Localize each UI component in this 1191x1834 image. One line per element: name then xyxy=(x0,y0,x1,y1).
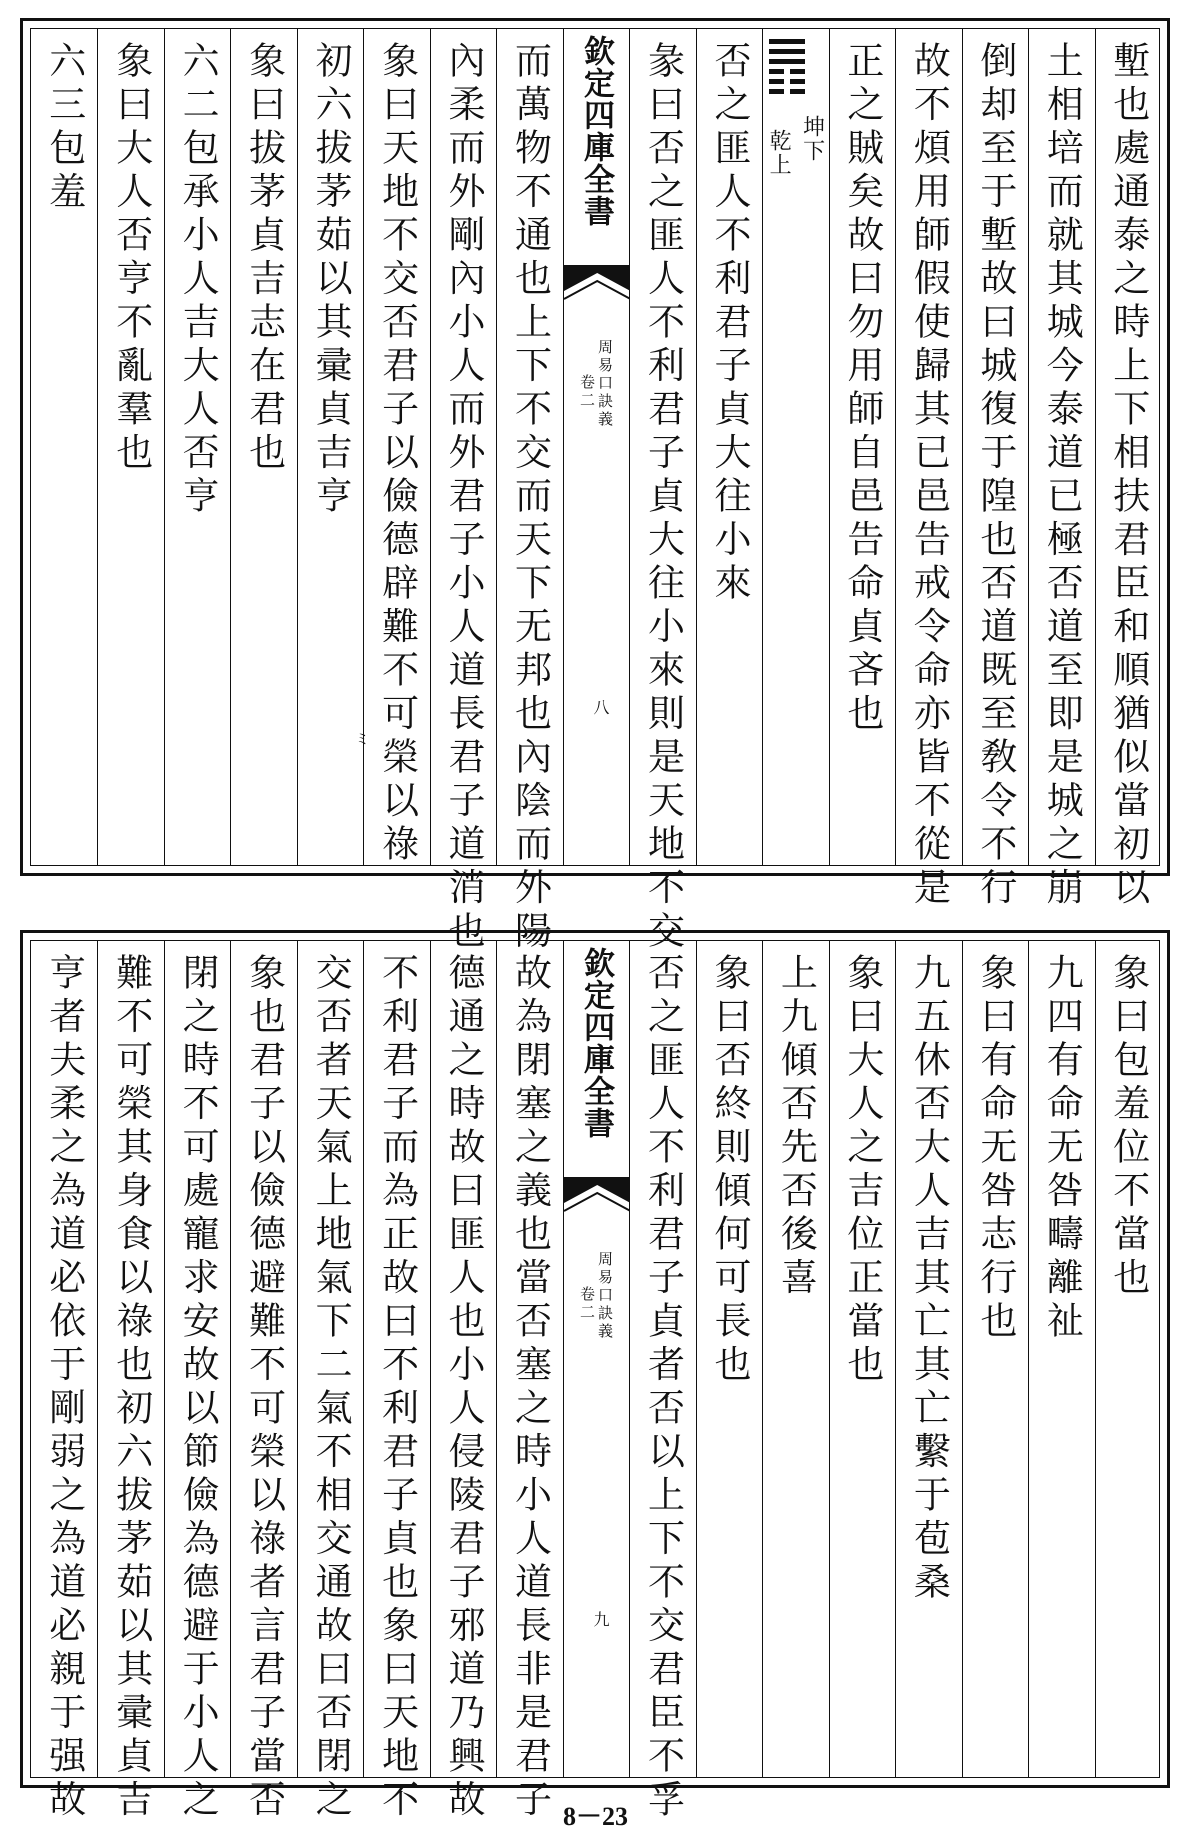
banner-column xyxy=(563,941,629,1777)
text-column xyxy=(895,29,961,911)
column-text: 塹也處通泰之時上下相扶君臣和順猶似當初以 xyxy=(1106,41,1150,911)
text-column xyxy=(430,941,496,1823)
column-text: 而萬物不通也上下不交而天下无邦也內陰而外陽 xyxy=(508,41,552,955)
banner-subtitle: 周易口訣義 xyxy=(595,1251,614,1341)
column-text: 內柔而外剛內小人而外君子小人道長君子道消也 xyxy=(442,41,486,955)
banner-volume: 卷二 xyxy=(577,374,596,410)
column-text: 象曰拔茅貞吉志在君也 xyxy=(242,41,286,476)
column-text: 否之匪人不利君子貞大往小來 xyxy=(707,41,751,607)
column-text: 初六拔茅茹以其彚貞吉亨 xyxy=(309,41,353,520)
banner-title: 欽定四庫全書 xyxy=(577,947,614,1139)
column-text: 六三包羞 xyxy=(42,41,86,215)
text-column xyxy=(230,29,296,865)
stray-mark: ミ xyxy=(355,732,370,748)
text-column xyxy=(31,941,97,1823)
column-text: 閉之時不可處寵求安故以節儉為德避于小人之 xyxy=(176,953,220,1823)
column-text: 九五休否大人吉其亡其亡繫于苞桑 xyxy=(907,953,951,1606)
text-column xyxy=(696,941,762,1777)
fishtail-ornament xyxy=(564,265,630,325)
text-column xyxy=(164,29,230,865)
column-text: 象曰大人否亨不亂羣也 xyxy=(109,41,153,476)
banner-title: 欽定四庫全書 xyxy=(577,35,614,227)
column-text: 難不可榮其身食以祿也初六拔茅茹以其彚貞吉 xyxy=(109,953,153,1823)
text-column xyxy=(762,941,828,1777)
hexagram-upper-label: 乾上 xyxy=(766,129,792,177)
column-text: 彖曰否之匪人不利君子貞大往小來則是天地不交 xyxy=(641,41,685,955)
banner-column xyxy=(563,29,629,865)
inner-frame xyxy=(30,28,1160,955)
text-column xyxy=(97,29,163,865)
column-text: 亨者夫柔之為道必依于剛弱之為道必親于强故 xyxy=(42,953,86,1823)
column-text: 象曰包羞位不當也 xyxy=(1106,953,1150,1301)
text-column xyxy=(496,941,562,1823)
text-column xyxy=(829,29,895,865)
text-column xyxy=(31,29,97,865)
column-text: 象曰天地不交否君子以儉德辟難不可榮以祿 xyxy=(375,41,419,868)
text-column xyxy=(363,941,429,1823)
text-column xyxy=(97,941,163,1823)
text-column xyxy=(829,941,895,1777)
banner-subtitle: 周易口訣義 xyxy=(595,339,614,429)
column-text: 否之匪人不利君子貞者否以上下不交君臣不孚 xyxy=(641,953,685,1823)
folio-number: 九 xyxy=(590,1611,610,1627)
column-text: 正之賊矣故曰勿用師自邑告命貞吝也 xyxy=(840,41,884,737)
fishtail-ornament xyxy=(564,1177,630,1237)
text-column xyxy=(1095,29,1161,911)
column-text: 倒却至于塹故曰城復于隍也否道既至敎令不行 xyxy=(973,41,1017,911)
column-text: 象曰有命无咎志行也 xyxy=(973,953,1017,1345)
column-text: 象也君子以儉德避難不可榮以祿者言君子當否 xyxy=(242,953,286,1823)
text-column xyxy=(297,29,370,865)
text-column xyxy=(496,29,562,955)
column-text: 象曰大人之吉位正當也 xyxy=(840,953,884,1388)
text-column xyxy=(629,29,695,955)
text-column xyxy=(1028,941,1094,1777)
column-text: 六二包承小人吉大人否亨 xyxy=(176,41,220,520)
text-column xyxy=(164,941,230,1823)
column-text: 象曰否終則傾何可長也 xyxy=(707,953,751,1388)
text-column xyxy=(962,29,1028,911)
hexagram-column xyxy=(762,29,828,865)
folio-number: 八 xyxy=(590,699,610,715)
column-text: 德通之時故曰匪人也小人侵陵君子邪道乃興故 xyxy=(442,953,486,1823)
text-column xyxy=(962,941,1028,1777)
column-text: 故為閉塞之義也當否塞之時小人道長非是君子 xyxy=(508,953,552,1823)
text-column xyxy=(895,941,961,1777)
page-number-footer: 8－23 xyxy=(562,1802,628,1831)
text-column xyxy=(1095,941,1161,1777)
column-text: 上九傾否先否後喜 xyxy=(774,953,818,1301)
column-text: 九四有命无咎疇離祉 xyxy=(1040,953,1084,1345)
column-text: 交否者天氣上地氣下二氣不相交通故曰否閉之 xyxy=(309,953,353,1823)
text-column xyxy=(430,29,496,955)
text-column xyxy=(629,941,695,1823)
text-column xyxy=(696,29,762,865)
column-text: 不利君子而為正故曰不利君子貞也象曰天地不 xyxy=(375,953,419,1823)
hexagram-pi-icon xyxy=(769,35,805,105)
hexagram-lower-label: 坤下 xyxy=(799,115,825,163)
column-text: 故不煩用師假使歸其已邑告戒令命亦皆不從是 xyxy=(907,41,951,911)
text-column xyxy=(363,29,429,868)
text-column xyxy=(297,941,363,1823)
text-column xyxy=(230,941,296,1823)
banner-volume: 卷二 xyxy=(577,1286,596,1322)
text-column xyxy=(1028,29,1094,911)
column-text: 土相培而就其城今泰道已極否道至即是城之崩 xyxy=(1040,41,1084,911)
